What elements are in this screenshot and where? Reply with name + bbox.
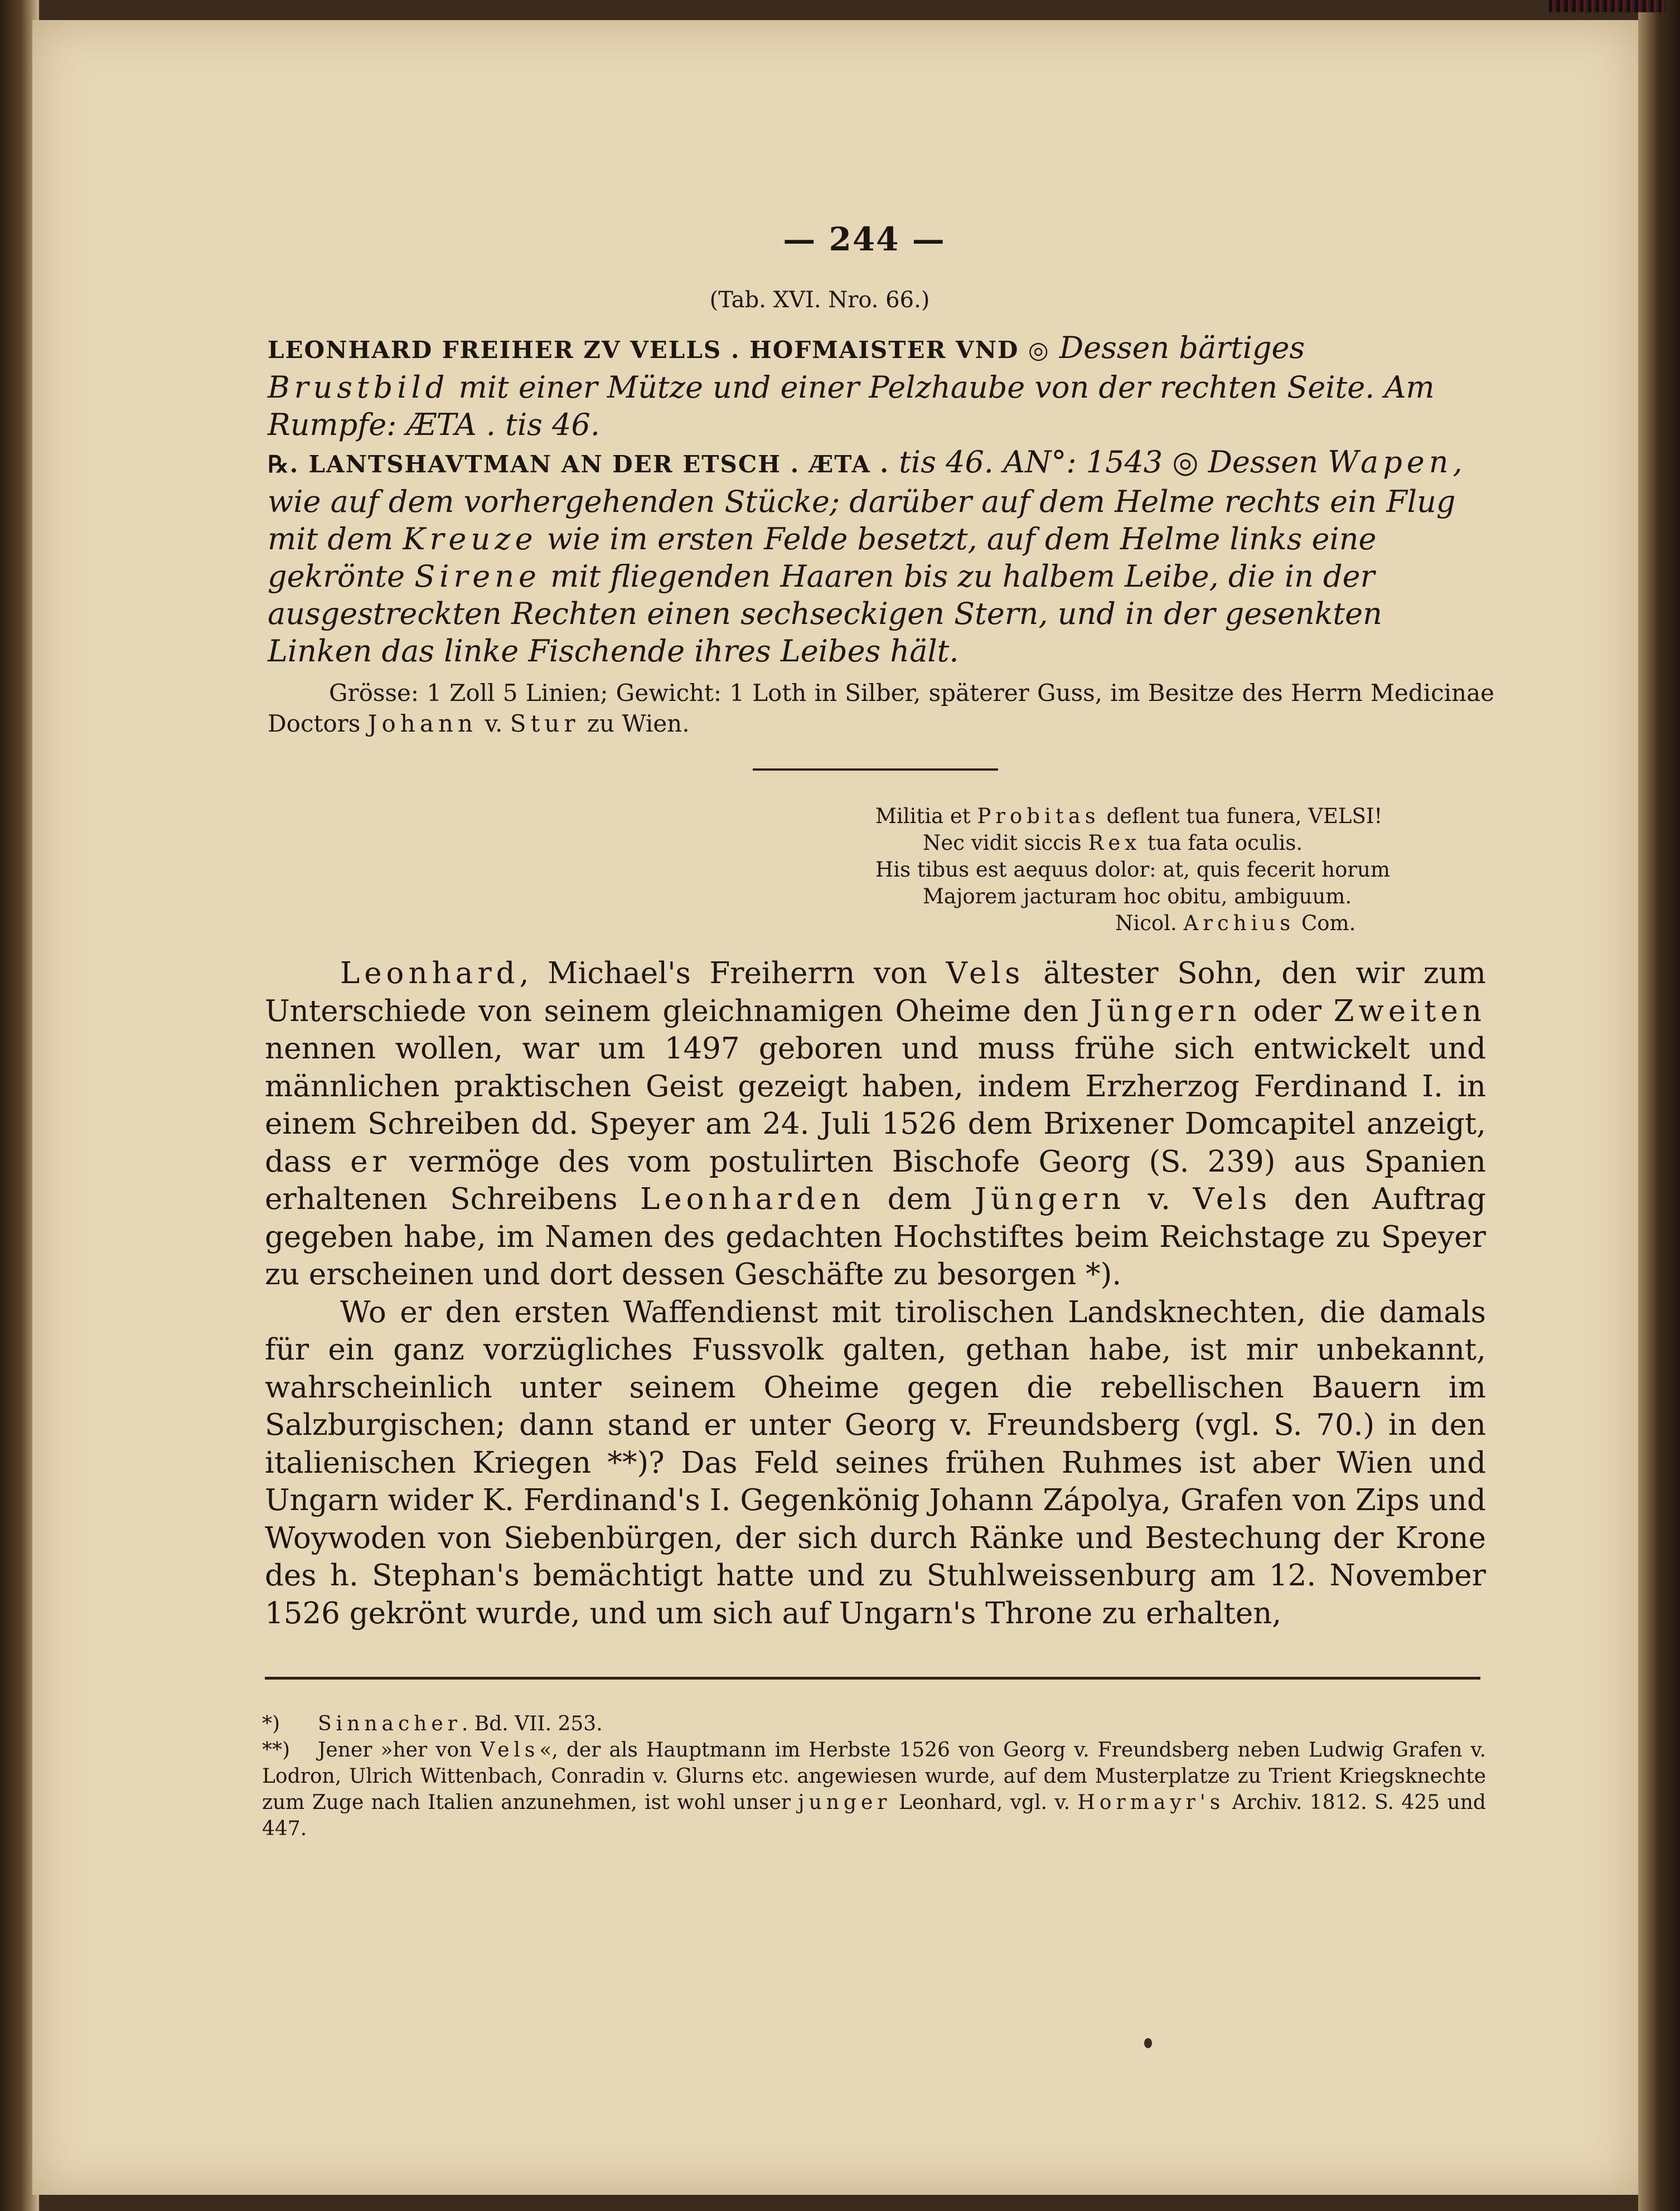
p1-zweiten: Zweiten (1333, 994, 1486, 1028)
p1-t8: den Auftrag gegeben habe, im Namen des gedachten Hochstiftes beim Reichstage zu Speyer zu erscheinen und dort dessen Geschäfte zu besorgen *). (265, 1182, 1486, 1291)
p1-t5: vermöge des vom postulirten Bischofe Georg (S. 239) aus Spanien erhaltenen Schreibens (265, 1144, 1486, 1216)
epigraph-line2-spaced: Rex (1088, 831, 1141, 855)
footnote-1-mark: *) (262, 1712, 280, 1735)
obverse-inscription: ÆTA . tis 46. (406, 407, 600, 442)
p1-vels2: Vels (1193, 1182, 1272, 1216)
footnote-2-a: Jener »her von (318, 1739, 472, 1762)
epigraph (875, 803, 1478, 937)
reverse-desc-4: mit fliegenden Haaren bis zu halbem Leibe, die in der ausgestreckten Rechten einen sechseckigen Stern, und in der gesenkten Linken das linke Fischende ihres Leibes hält. (268, 559, 1382, 669)
epigraph-line1-spaced: Probitas (977, 804, 1100, 828)
ink-spot (1144, 2038, 1152, 2048)
reverse-wapen: Wapen (1328, 444, 1453, 480)
footnote-2 (262, 1737, 1486, 1842)
size-note-end: zu Wien. (587, 710, 690, 737)
size-note-v: v. (485, 710, 503, 737)
reverse-sirene: Sirene (414, 559, 541, 594)
footnote-1-author: Sinnacher (318, 1712, 462, 1735)
footnote-2-hormayr: Hormayr's (1077, 1791, 1225, 1814)
epigraph-line1-a: Militia et (875, 804, 971, 828)
obverse-legend: LEONHARD FREIHER ZV VELLS . HOFMAISTER VND ◎ (268, 336, 1050, 364)
epigraph-line3: His tibus est aequus dolor: at, quis fecerit horum (875, 858, 1390, 882)
footnote-2-junger: junger (798, 1791, 892, 1814)
p1-leonharden: Leonharden (640, 1182, 865, 1216)
reverse-legend: LANTSHAVTMAN AN DER ETSCH . ÆTA . (308, 451, 890, 478)
epigraph-author-name: Archius (1183, 911, 1295, 935)
p1-t2: ältester Sohn, den wir zum Unterschiede von seinem gleichnamigen Oheime den (265, 956, 1486, 1028)
paragraph-1 (265, 955, 1486, 1294)
obverse-brustbild: Brustbild (268, 370, 449, 405)
epigraph-author-a: Nicol. (1115, 911, 1177, 935)
epigraph-line1-b: deflent tua funera, VELSI! (1106, 804, 1383, 828)
p1-t3: oder (1253, 994, 1322, 1028)
p1-leonhard: Leonhard (340, 956, 520, 990)
footnote-1-text: . Bd. VII. 253. (461, 1712, 603, 1735)
p1-juengern: Jüngern (1090, 994, 1241, 1028)
epigraph-line4: Majorem jacturam hoc obitu, ambiguum. (923, 884, 1352, 908)
obverse-desc-start: Dessen bärtiges (1059, 330, 1305, 365)
page-number: — 244 — (783, 220, 946, 258)
p1-t4: nennen wollen, war um 1497 geboren und muss frühe sich entwickelt und männlichen praktischen Geist gezeigt haben, indem Erzherzog Ferdinand I. in einem Schreiben dd. Speyer am 24. Juli 1526 dem Brixener Domcapitel anzeigt, dass (265, 1032, 1486, 1179)
scan-color-strip (1549, 0, 1666, 12)
book-edge-right (1638, 0, 1680, 2211)
footnote-2-c: Leonhard, vgl. v. (898, 1791, 1071, 1814)
reverse-kreuze: Kreuze (403, 521, 538, 557)
footnote-1 (262, 1711, 1486, 1737)
footnote-2-mark: **) (262, 1739, 291, 1762)
reverse-desc-3: wie im ersten Felde besetzt, auf dem Helme links eine gekrönte (268, 521, 1377, 594)
reverse-desc-1: Dessen (1208, 444, 1319, 480)
footnote-2-vels: Vels (480, 1739, 540, 1762)
epigraph-author-b: Com. (1301, 911, 1356, 935)
p1-t6: dem (887, 1182, 952, 1216)
p1-vels: Vels (946, 956, 1025, 990)
reverse-sign: ℞. (268, 451, 299, 478)
main-text (265, 955, 1486, 1632)
epigraph-line2-b: tua fata oculis. (1147, 831, 1303, 855)
footnote-divider (265, 1677, 1480, 1680)
epigraph-line2-a: Nec vidit siccis (923, 831, 1082, 855)
section-divider (753, 768, 998, 771)
size-weight-note (268, 678, 1494, 739)
p1-er: er (350, 1144, 391, 1179)
p1-juengern2: Jüngern (974, 1182, 1125, 1216)
paragraph-2: Wo er den ersten Waffendienst mit tirolischen Landsknechten, die damals für ein ganz vorzügliches Fussvolk galten, gethan habe, ist mir unbekannt, wahrscheinlich unter seinem Oheime gegen die rebellischen Bauern im Salzburgischen; dann stand er unter Georg v. Freundsberg (vgl. S. 70.) in den italienischen Kriegen **)? Das Feld seines frühen Ruhmes ist aber Wien und Ungarn wider K. Ferdinand's I. Gegenkönig Johann Zápolya, Grafen von Zips und Woywoden von Siebenbürgen, der sich durch Ränke und Bestechung der Krone des h. Stephan's bemächtigt hatte und zu Stuhlweissenburg am 12. November 1526 gekrönt wurde, und um sich auf Ungarn's Throne zu erhalten, (265, 1295, 1486, 1631)
reverse-legend-tail: tis 46. AN°: 1543 ◎ (899, 444, 1199, 480)
coin-reverse-description (268, 443, 1494, 670)
p1-t1: , Michael's Freiherrn von (519, 956, 927, 990)
coin-obverse-description (268, 329, 1494, 443)
plate-reference: (Tab. XVI. Nro. 66.) (709, 287, 930, 313)
reverse-desc-2: , wie auf dem vorhergehenden Stücke; darüber auf dem Helme rechts ein Flug mit dem (268, 444, 1463, 557)
size-note-name2: Stur (510, 710, 580, 737)
obverse-desc-rest: mit einer Mütze und einer Pelzhaube von der rechten Seite. Am Rumpfe: (268, 370, 1435, 442)
size-note-text: Grösse: 1 Zoll 5 Linien; Gewicht: 1 Loth in Silber, späterer Guss, im Besitze des Herrn Medicinae Doctors (268, 679, 1494, 737)
footnote-2-d: Archiv. 1812. S. 425 und 447. (262, 1791, 1486, 1840)
size-note-name: Johann (367, 710, 477, 737)
footnote-2-b: «, der als Hauptmann im Herbste 1526 von Georg v. Freundsberg neben Ludwig Grafen v. Lodron, Ulrich Wittenbach, Conradin v. Glurns etc. angewiesen wurde, auf dem Musterplatze zu Trient Kriegsknechte zum Zuge nach Italien anzunehmen, ist wohl unser (262, 1739, 1486, 1814)
p1-t7: v. (1148, 1182, 1170, 1216)
